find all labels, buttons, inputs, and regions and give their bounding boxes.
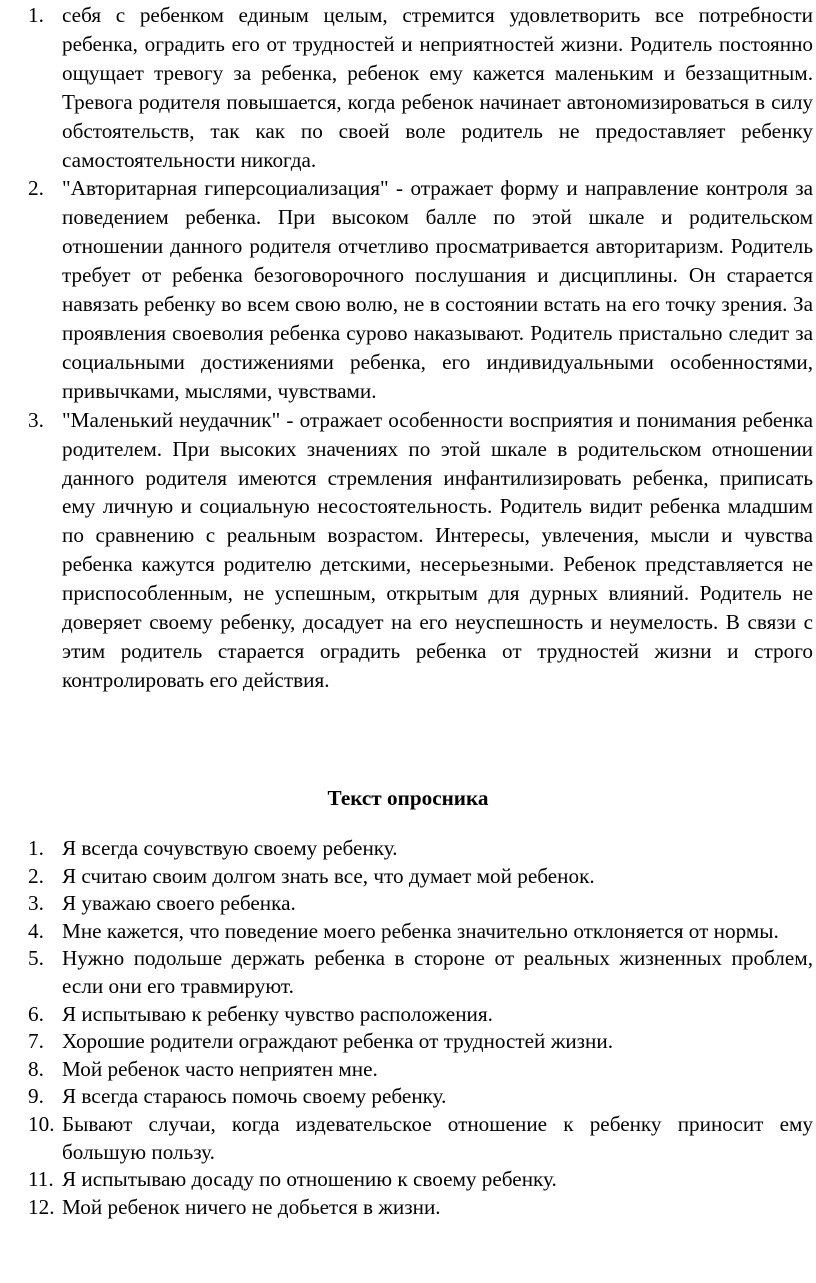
list-item <box>0 1 813 174</box>
list-item <box>0 174 813 405</box>
question-item <box>0 945 813 1000</box>
list-item-number: 1. <box>28 3 44 27</box>
questionnaire-list <box>0 835 813 1221</box>
question-text: Мой ребенок ничего не добьется в жизни. <box>62 1194 441 1219</box>
list-item-text: себя с ребенком единым целым, стремится удовлетворить все потребности ребенка, оградить его от трудностей и неприятностей жизни. Родитель постоянно ощущает тревогу за ребенка, ребенок ему кажется маленьким и беззащитным. Тревога родителя повышается, когда ребенок начинает автономизироваться в силу обстоятельств, так как по своей воле родитель не предоставляет ребенку самостоятельности никогда. <box>62 3 813 172</box>
question-text: Хорошие родители ограждают ребенка от трудностей жизни. <box>62 1029 614 1054</box>
question-text: Нужно подольше держать ребенка в стороне от реальных жизненных проблем, если они его травмируют. <box>62 946 813 998</box>
question-number: 12. <box>28 1194 55 1219</box>
question-text: Я испытываю к ребенку чувство расположения. <box>62 1001 493 1026</box>
question-number: 1. <box>28 836 44 860</box>
question-text: Я уважаю своего ребенка. <box>62 891 296 916</box>
question-number: 3. <box>28 891 44 916</box>
question-item <box>0 918 813 946</box>
question-item <box>0 835 813 863</box>
question-number: 7. <box>28 1029 44 1054</box>
question-text: Я испытываю досаду по отношению к своему ребенку. <box>62 1167 557 1192</box>
question-text: Мой ребенок часто неприятен мне. <box>62 1056 378 1081</box>
question-text: Бывают случаи, когда издевательское отношение к ребенку приносит ему большую пользу. <box>62 1111 813 1164</box>
question-number: 11. <box>28 1167 54 1192</box>
question-item <box>0 1001 813 1029</box>
question-text: Мне кажется, что поведение моего ребенка значительно отклоняется от нормы. <box>62 918 779 943</box>
question-number: 4. <box>28 918 44 943</box>
question-item <box>0 890 813 918</box>
question-text: Я всегда сочувствую своему ребенку. <box>62 836 398 860</box>
question-number: 2. <box>28 863 44 888</box>
question-item <box>0 1083 813 1111</box>
question-item <box>0 863 813 891</box>
question-number: 8. <box>28 1056 44 1081</box>
question-item <box>0 1056 813 1084</box>
list-item-text: "Маленький неудачник" - отражает особенности восприятия и понимания ребенка родителем. При высоких значениях по этой шкале в родительском отношении данного родителя имеются стремления инфантилизировать ребенка, приписать ему личную и социальную несостоятельность. Родитель видит ребенка младшим по сравнению с реальным возрастом. Интересы, увлечения, мысли и чувства ребенка кажутся родителю детскими, несерьезными. Ребенок представляется не приспособленным, не успешным, открытым для дурных влияний. Родитель не доверяет своему ребенку, досадует на его неуспешность и неумелость. В связи с этим родитель старается оградить ребенка от трудностей жизни и строго контролировать его действия. <box>62 407 813 692</box>
question-number: 6. <box>28 1001 44 1026</box>
question-text: Я всегда стараюсь помочь своему ребенку. <box>62 1084 447 1109</box>
question-number: 5. <box>28 946 44 971</box>
question-text: Я считаю своим долгом знать все, что думает мой ребенок. <box>62 863 595 888</box>
list-item-text: "Авторитарная гиперсоциализация" - отражает форму и направление контроля за поведением ребенка. При высоком балле по этой шкале и родительском отношении данного родителя отчетливо просматривается авторитаризм. Родитель требует от ребенка безоговорочного послушания и дисциплины. Он старается навязать ребенку во всем свою волю, не в состоянии встать на его точку зрения. За проявления своеволия ребенка сурово наказывают. Родитель пристально следит за социальными достижениями ребенка, его индивидуальными особенностями, привычками, мыслями, чувствами. <box>62 176 813 403</box>
scale-descriptions-list <box>0 1 813 695</box>
question-item <box>0 1028 813 1056</box>
list-item <box>0 406 813 695</box>
question-number: 10. <box>28 1111 55 1136</box>
list-item-number: 3. <box>28 407 44 432</box>
section-heading: Текст опросника <box>327 786 489 810</box>
question-item <box>0 1194 813 1222</box>
question-number: 9. <box>28 1084 44 1109</box>
question-item <box>0 1166 813 1194</box>
list-item-number: 2. <box>28 176 44 201</box>
question-item <box>0 1111 813 1166</box>
